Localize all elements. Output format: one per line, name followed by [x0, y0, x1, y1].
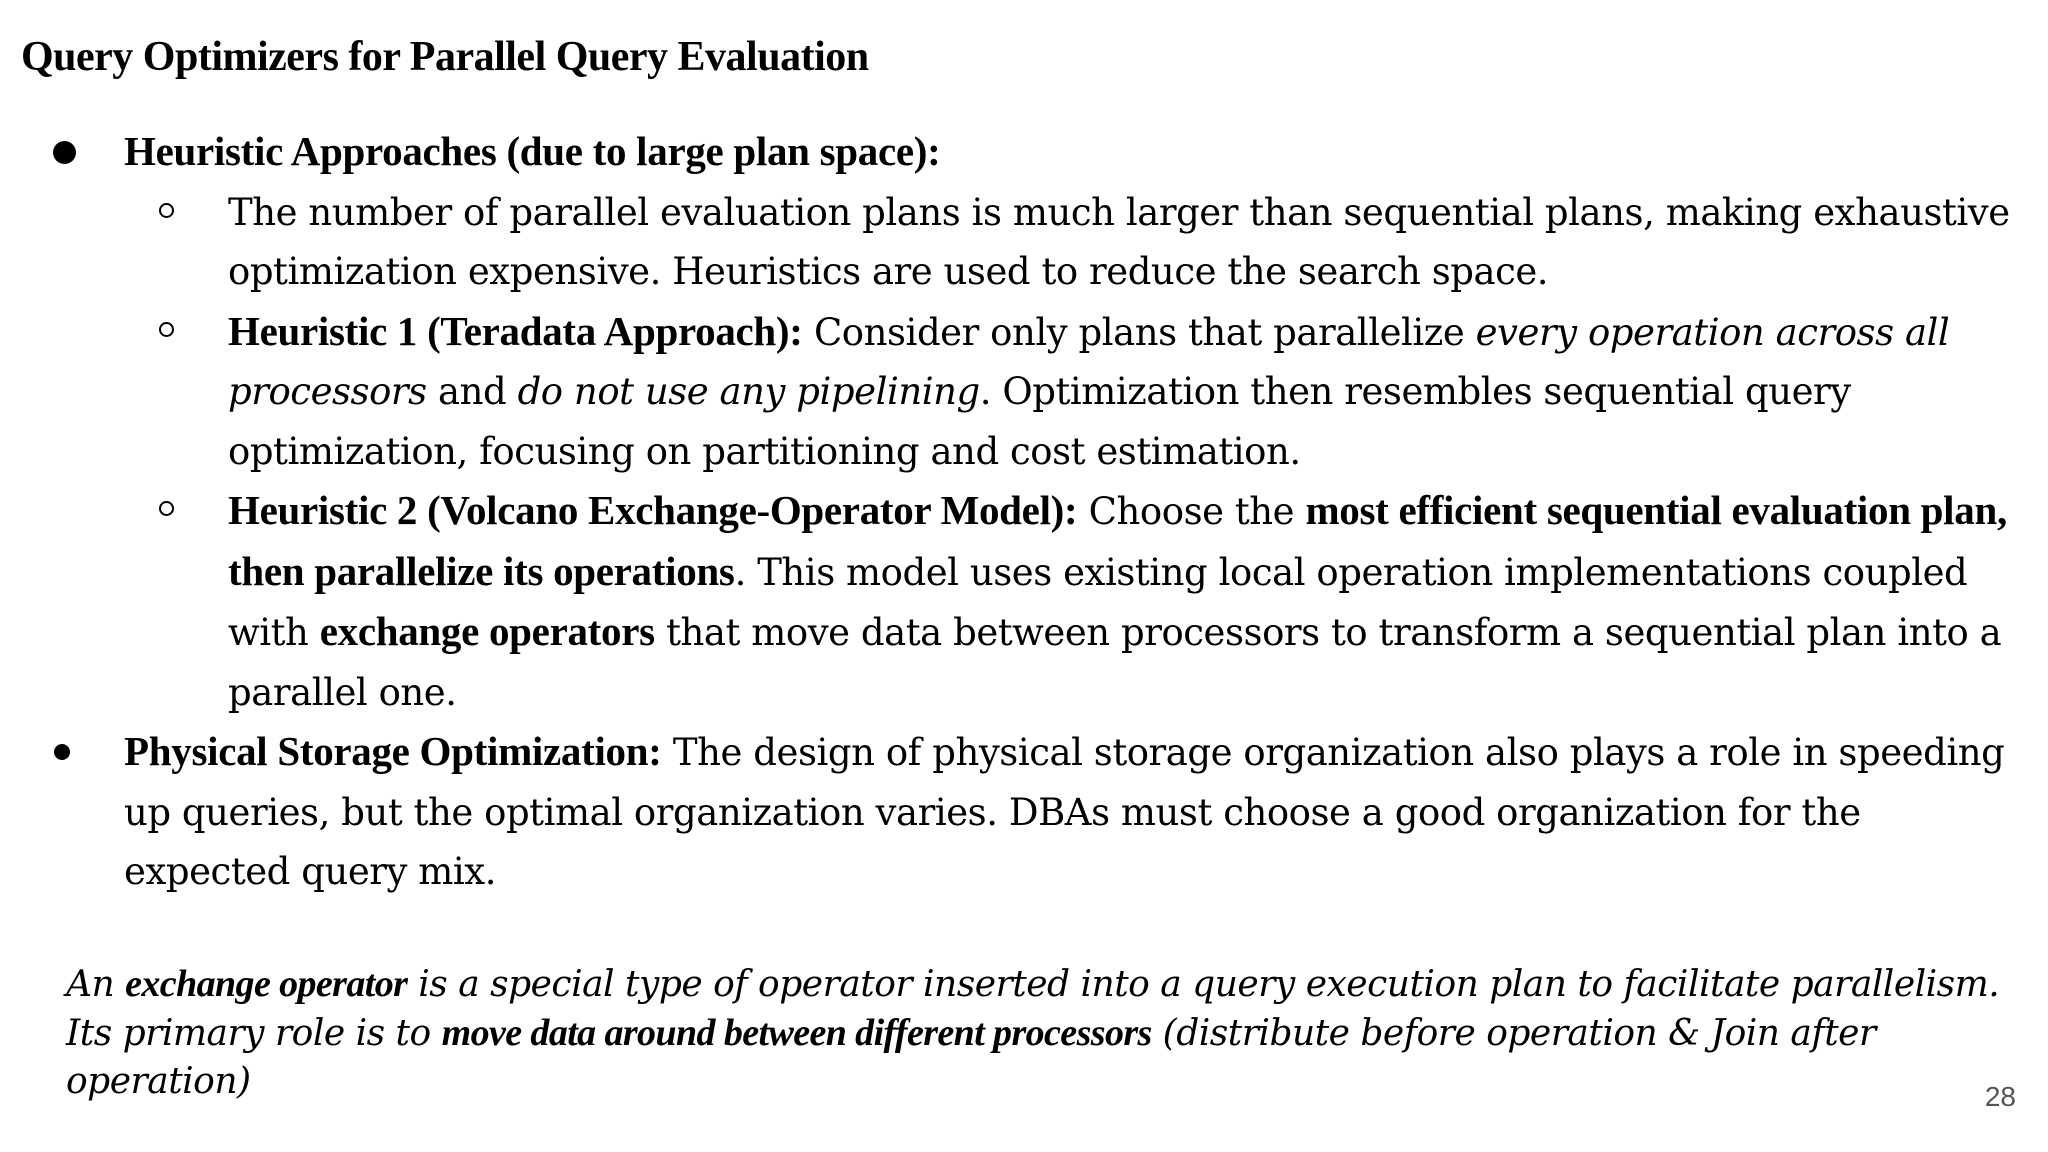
strong-text: most efficient sequential evaluation plan, then parallelize its operations	[228, 487, 2007, 594]
exchange-operator-note	[66, 960, 2026, 1106]
sub-bullet-plan-space	[0, 183, 2024, 302]
bullet-heading: Heuristic Approaches (due to large plan space):	[124, 128, 941, 174]
strong-text: exchange operators	[319, 608, 655, 654]
note-text: is a special type of operator inserted into a query execution plan to facilitate parallelism. Its primary role is to	[66, 964, 2000, 1054]
bullet-ring-icon	[159, 501, 174, 516]
bullet-physical-storage	[0, 722, 2024, 902]
bullet-heuristic-approaches	[0, 122, 2024, 183]
sub-bullet-text: that move data between processors to transform a sequential plan into a parallel one.	[228, 611, 2002, 714]
note-strong-text: move data around between different processors	[441, 1012, 1152, 1054]
bullet-ring-icon	[159, 322, 174, 337]
sub-bullet-text: . Optimization then resembles sequential query optimization, focusing on partitioning and cost estimation.	[228, 370, 1851, 473]
bullet-ring-icon	[159, 203, 174, 218]
sub-bullet-text: Consider only plans that parallelize	[802, 310, 1476, 354]
note-text: (distribute before operation & Join after operation)	[66, 1013, 1876, 1102]
note-strong-text: exchange operator	[125, 963, 408, 1005]
sub-bullet-heading: Heuristic 2 (Volcano Exchange-Operator Model):	[228, 487, 1078, 533]
emphasis-text: do not use any pipelining	[517, 370, 980, 413]
sub-bullet-heuristic-2	[0, 481, 2024, 722]
sub-bullet-text: and	[426, 370, 518, 413]
sub-bullet-text: . This model uses existing local operation implementations coupled with	[228, 550, 1968, 654]
bullet-disc-icon	[54, 744, 70, 760]
sub-bullet-heuristic-1	[0, 302, 2024, 482]
emphasis-text: every operation across all processors	[228, 310, 1950, 413]
page-number: 28	[1984, 1081, 2016, 1112]
note-text: An	[66, 964, 126, 1005]
slide-body	[0, 122, 2048, 902]
sub-bullet-text: The number of parallel evaluation plans is much larger than sequential plans, making exhaustive optimization expensive. Heuristics are used to reduce the search space.	[228, 190, 2010, 293]
sub-bullet-text: Choose the	[1077, 490, 1306, 533]
bullet-text: The design of physical storage organization also plays a role in speeding up queries, but the optimal organization varies. DBAs must choose a good organization for the expected query mix.	[124, 731, 2005, 893]
bullet-disc-icon	[53, 141, 76, 164]
sub-bullet-heading: Heuristic 1 (Teradata Approach):	[228, 307, 803, 354]
bullet-heading: Physical Storage Optimization:	[124, 728, 662, 774]
slide-title: Query Optimizers for Parallel Query Evaluation	[21, 34, 869, 80]
